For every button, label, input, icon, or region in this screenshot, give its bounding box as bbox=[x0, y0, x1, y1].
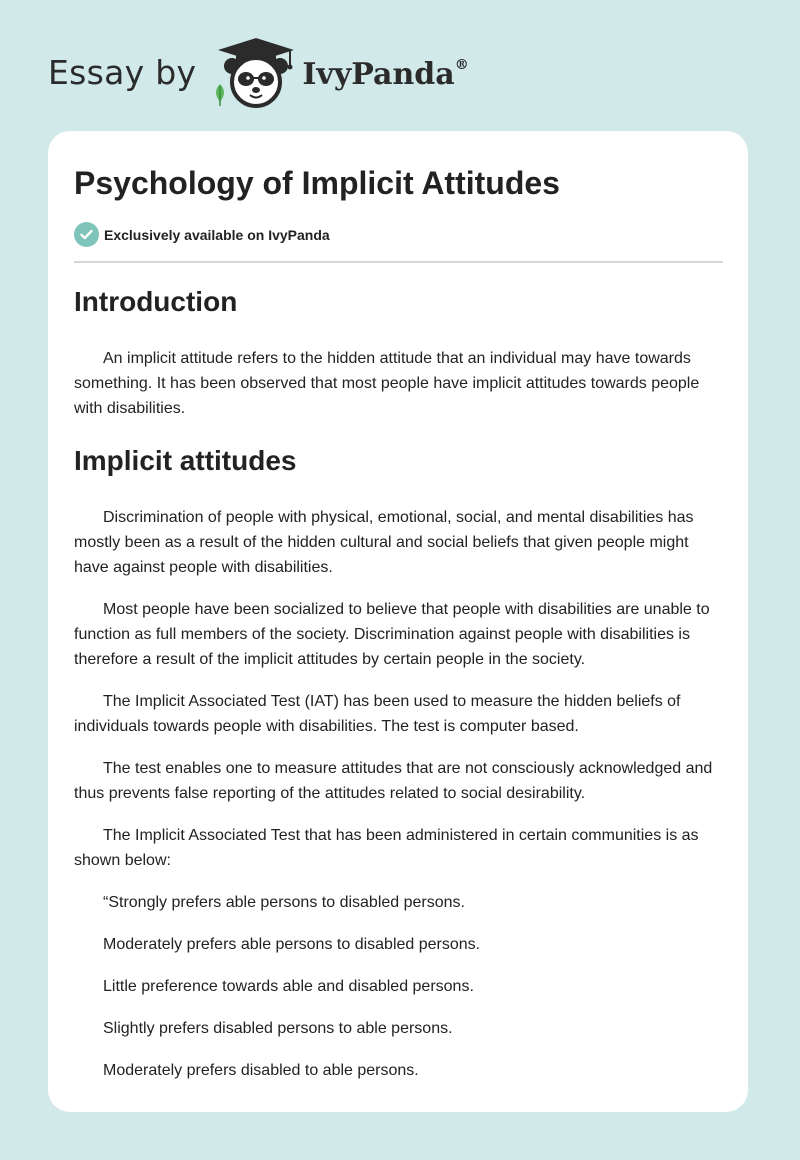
panda-logo-icon[interactable] bbox=[210, 36, 298, 108]
essay-by-label: Essay by bbox=[48, 52, 197, 92]
check-icon bbox=[74, 222, 99, 247]
list-item: Moderately prefers disabled to able persons. bbox=[103, 1062, 419, 1079]
essay-card bbox=[48, 131, 748, 1112]
badge-label: Exclusively available on IvyPanda bbox=[104, 226, 330, 243]
section-heading-implicit-attitudes: Implicit attitudes bbox=[74, 445, 297, 476]
list-item: “Strongly prefers able persons to disabled persons. bbox=[103, 894, 465, 911]
divider bbox=[74, 261, 723, 263]
site-header bbox=[48, 36, 469, 108]
list-item: Moderately prefers able persons to disabled persons. bbox=[103, 936, 481, 953]
registered-mark: ® bbox=[454, 56, 469, 73]
brand-text: IvyPanda bbox=[302, 56, 455, 92]
page-title: Psychology of Implicit Attitudes bbox=[74, 165, 560, 201]
brand-name bbox=[302, 57, 468, 92]
section-heading-introduction: Introduction bbox=[74, 286, 238, 317]
essay-body bbox=[74, 281, 724, 1083]
paragraph: The test enables one to measure attitudes that are not consciously acknowledged and thus prevents false reporting of the attitudes related to social desirability. bbox=[74, 760, 713, 802]
paragraph: The Implicit Associated Test (IAT) has been used to measure the hidden beliefs of individuals towards people with disabilities. The test is computer based. bbox=[74, 693, 681, 735]
paragraph: Most people have been socialized to believe that people with disabilities are unable to function as full members of the society. Discrimination against people with disabilities is therefore a result of the implicit attitudes by certain people in the society. bbox=[74, 601, 710, 668]
paragraph: The Implicit Associated Test that has been administered in certain communities is as shown below: bbox=[74, 827, 699, 869]
paragraph: Discrimination of people with physical, emotional, social, and mental disabilities has mostly been as a result of the hidden cultural and social beliefs that given people might have against people with disabilities. bbox=[74, 509, 694, 576]
list-item: Slightly prefers disabled persons to able persons. bbox=[103, 1020, 453, 1037]
exclusive-badge bbox=[74, 222, 330, 247]
paragraph: An implicit attitude refers to the hidden attitude that an individual may have towards something. It has been observed that most people have implicit attitudes towards people with disabilities. bbox=[74, 350, 700, 417]
list-item: Little preference towards able and disabled persons. bbox=[103, 978, 474, 995]
